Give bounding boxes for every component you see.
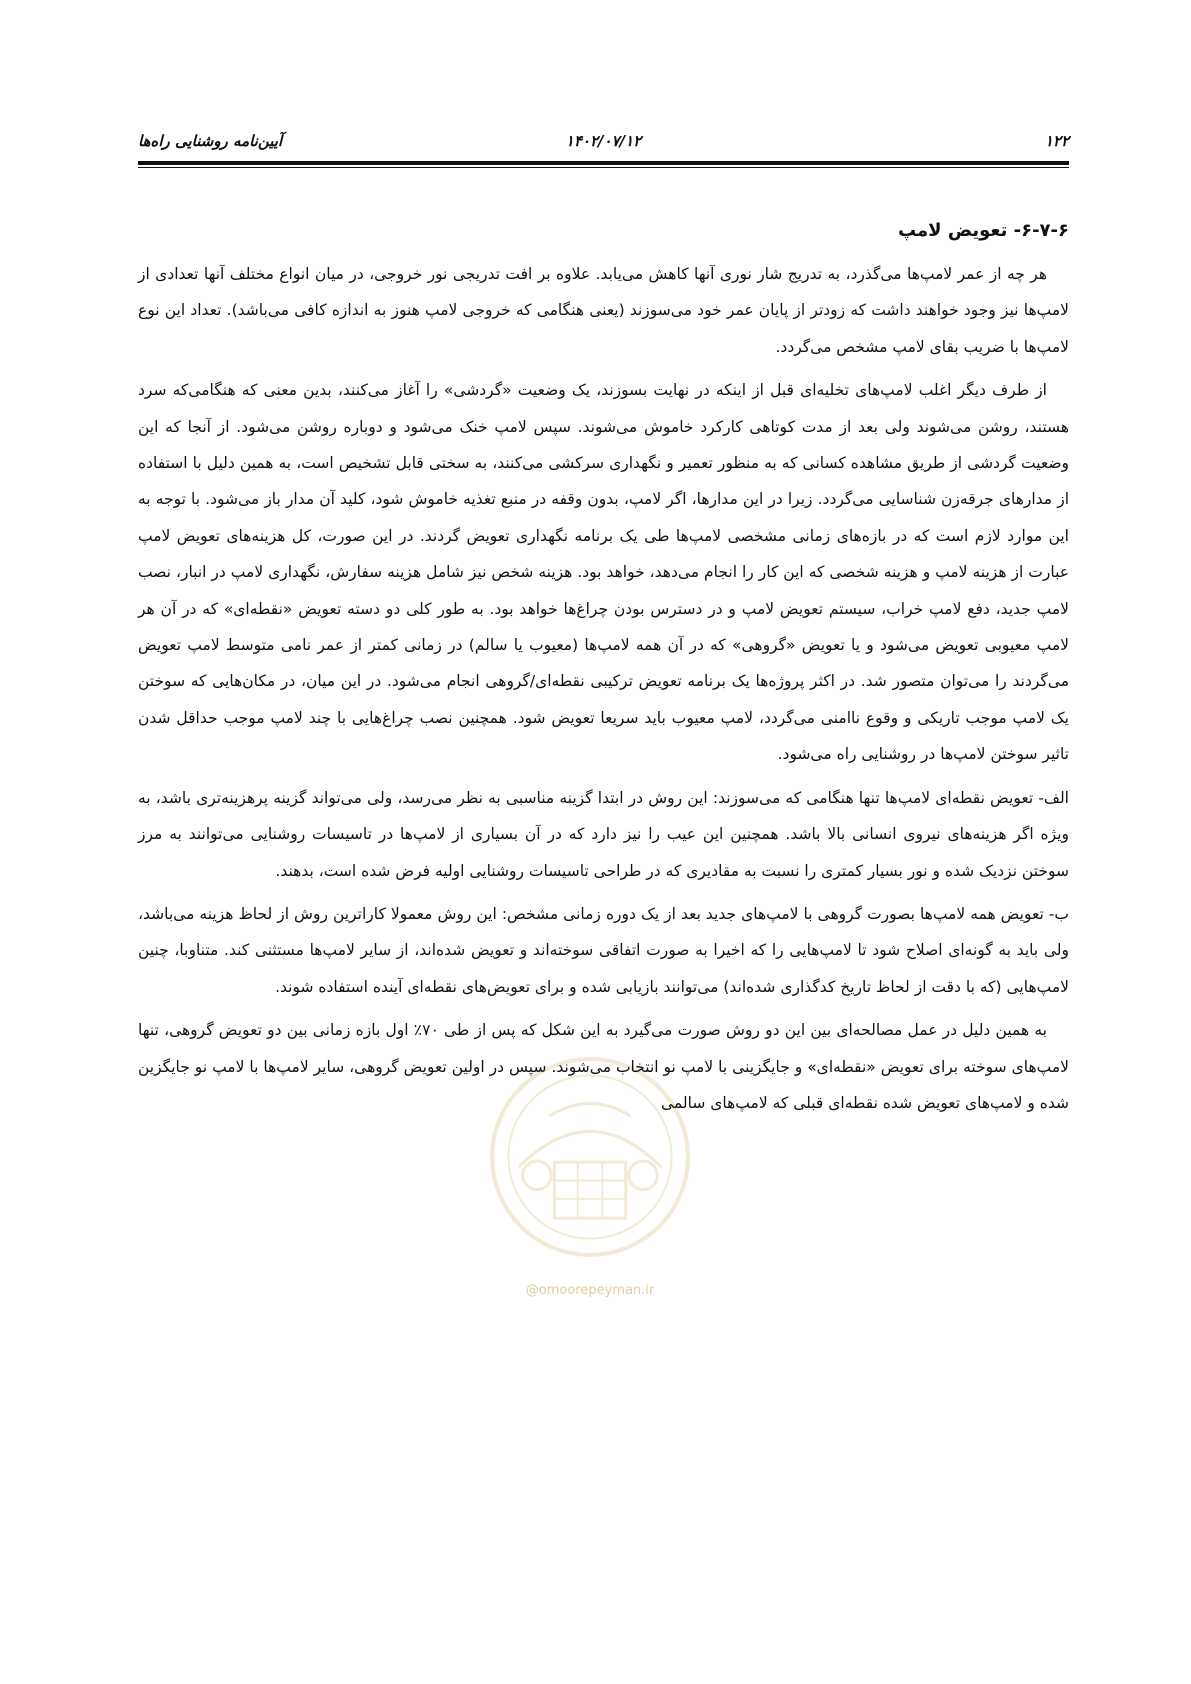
header-title: آیین‌نامه روشنایی راه‌ها: [138, 132, 283, 150]
paragraph-lamp-depreciation: هر چه از عمر لامپ‌ها می‌گذرد، به تدریج شار نوری آنها کاهش می‌یابد. علاوه بر افت تدریجی نور خروجی، در میان انواع مختلف آنها تعدادی از لامپ‌ها نیز وجود خواهند داشت که زودتر از پایان عمر خود می‌سوزند (یعنی هنگامی که خروجی لامپ هنوز به اندازه کافی می‌باشد). تعداد این نوع لامپ‌ها با ضریب بقای لامپ مشخص می‌گردد.: [138, 265, 1069, 356]
header-rule-thin: [138, 167, 1069, 168]
paragraph-cycling-lamps: از طرف دیگر اغلب لامپ‌های تخلیه‌ای قبل از اینکه در نهایت بسوزند، یک وضعیت «گردشی» را آغاز می‌کنند، بدین معنی که هنگامی‌که سرد هستند، روشن می‌شوند ولی بعد از مدت کوتاهی کارکرد خاموش می‌شوند. سپس لامپ خنک می‌شود و دوباره روشن می‌شود. از آنجا که این وضعیت گردشی از طریق مشاهده کسانی که به منظور تعمیر و نگهداری سرکشی می‌کنند، به سختی قابل تشخیص است، به همین دلیل با استفاده از مدارهای جرقه‌زن شناسایی می‌گردد. زیرا در این مدارها، اگر لامپ، بدون وقفه در منبع تغذیه خاموش شود، کلید آن مدار باز می‌شود. با توجه به این موارد لازم است که در بازه‌های زمانی مشخصی لامپ‌ها طی یک برنامه نگهداری تعویض گردند. در این صورت، کل هزینه‌های تعویض لامپ عبارت از هزینه لامپ و هزینه شخصی که این کار را انجام می‌دهد، خواهد بود. هزینه شخص نیز شامل هزینه سفارش، نگهداری لامپ در انبار، نصب لامپ جدید، دفع لامپ خراب، سیستم تعویض لامپ و در دسترس بودن چراغ‌ها خواهد بود. به طور کلی دو دسته تعویض «نقطه‌ای» که در آن هر لامپ معیوبی تعویض می‌شود و یا تعویض «گروهی» که در آن همه لامپ‌ها (معیوب یا سالم) در زمانی کمتر از عمر نامی متوسط لامپ تعویض می‌گردند را می‌توان متصور شد. در اکثر پروژه‌ها یک برنامه تعویض ترکیبی نقطه‌ای/گروهی انجام می‌شود. در این میان، در مکان‌هایی که سوختن یک لامپ موجب تاریکی و وقوع ناامنی می‌گردد، لامپ معیوب باید سریعا تعویض شود. همچنین نصب چراغ‌هایی با چند لامپ موجب حداقل شدن تاثیر سوختن لامپ‌ها در روشنایی راه می‌شود.: [138, 381, 1069, 764]
header-rule-thick: [138, 161, 1069, 165]
section-heading: ۶-۷-۶- تعویض لامپ: [897, 220, 1069, 241]
paragraph-group-replacement: ب- تعویض همه لامپ‌ها بصورت گروهی با لامپ‌های جدید بعد از یک دوره زمانی مشخص: این روش معمولا کاراترین روش از لحاظ هزینه می‌باشد، ولی باید به گونه‌ای اصلاح شود تا لامپ‌هایی را که اخیرا به صورت اتفاقی سوخته‌اند و تعویض شده‌اند، از سایر لامپ‌ها مستثنی کند. متناوبا، چنین لامپ‌هایی (که با دقت از لحاظ تاریخ کدگذاری شده‌اند) می‌توانند بازیابی شده و برای تعویض‌های نقطه‌ای آینده استفاده شوند.: [138, 904, 1069, 996]
page-number: ۱۲۲: [1044, 132, 1069, 150]
page-content: [138, 218, 1069, 1128]
paragraph-spot-replacement: الف- تعویض نقطه‌ای لامپ‌ها تنها هنگامی که می‌سوزند: این روش در ابتدا گزینه مناسبی به نظر می‌رسد، ولی می‌تواند گزینه پرهزینه‌تری باشد، به ویژه اگر هزینه‌های نیروی انسانی بالا باشد. همچنین این عیب را نیز دارد که در آن بسیاری از لامپ‌ها در تاسیسات روشنایی می‌توانند به مرز سوختن نزدیک شده و نور بسیار کمتری را نسبت به مقادیری که در طراحی تاسیسات روشنایی اولیه فرض شده است، بدهند.: [138, 788, 1069, 880]
header-date: ۱۴۰۲/۰۷/۱۲: [565, 132, 642, 150]
page-header: [138, 130, 1069, 156]
watermark-caption: @omoorepeyman.ir: [525, 1283, 655, 1298]
paragraph-compromise: به همین دلیل در عمل مصالحه‌ای بین این دو روش صورت می‌گیرد به این شکل که پس از طی ۷۰٪ اول بازه زمانی بین دو تعویض گروهی، تنها لامپ‌های سوخته برای تعویض «نقطه‌ای» و جایگزینی با لامپ نو انتخاب می‌شوند. سپس در اولین تعویض گروهی، سایر لامپ‌ها با لامپ نو جایگزین شده و لامپ‌های تعویض شده نقطه‌ای قبلی که لامپ‌های سالمی: [138, 1021, 1069, 1112]
